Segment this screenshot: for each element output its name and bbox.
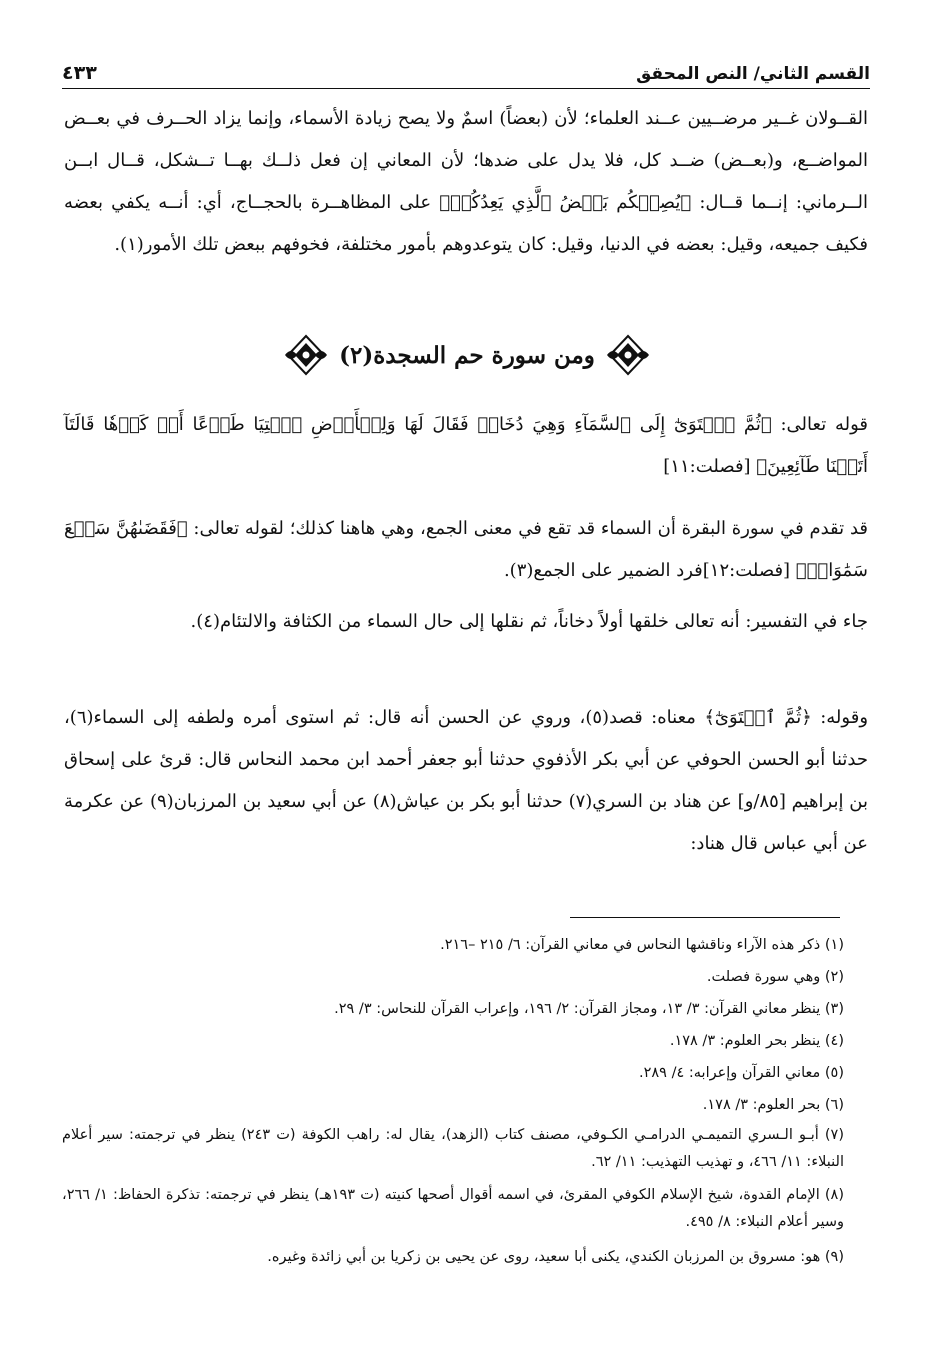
paragraph-text: قوله تعالى: ﴿ثُمَّ ٱسۡتَوَىٰٓ إِلَى ٱلسَّمَآءِ وَهِيَ دُخَانٞ فَقَالَ لَهَا وَلِلۡأَرۡضِ ٱئۡتِيَا طَوۡعًا أَوۡ كَرۡهٗا قَالَتَآ أَتَيۡنَا طَآئِعِينَ﴾ [فصلت:١١] xyxy=(64,414,868,477)
body-paragraph xyxy=(64,404,868,488)
section-title: ومن سورة حم السجدة(٢) xyxy=(339,341,595,369)
footnote: (٣) ينظر معاني القرآن: ٣/ ١٣، ومجاز القرآن: ٢/ ١٩٦، وإعراب القرآن للنحاس: ٣/ ٢٩. xyxy=(334,1001,844,1017)
ornament-right-icon xyxy=(605,333,651,377)
footnote-separator xyxy=(570,917,840,918)
body-paragraph xyxy=(64,697,868,865)
paragraph-text: وقوله: ﴿ثُمَّ ٱسۡتَوَىٰٓ﴾ معناه: قصد(٥)، وروي عن الحسن أنه قال: ثم استوى أمره ولطفه إلى السماء(٦)، حدثنا أبو الحسن الحوفي عن أبي بكر الأذفوي حدثنا أبو جعفر أحمد ابن محمد النحاس قال: قرئ على إسحاق بن إبراهيم [٨٥/و] عن هناد بن السري(٧) حدثنا أبو بكر بن عياش(٨) عن أبي سعيد بن المرزبان(٩) عن عكرمة عن أبي عباس قال هناد: xyxy=(64,707,869,854)
paragraph-text: قد تقدم في سورة البقرة أن السماء قد تقع في معنى الجمع، وهي هاهنا كذلك؛ لقوله تعالى: ﴿فَقَضَىٰهُنَّ سَبۡعَ سَمَٰوَاتٖ﴾ [فصلت:١٢]فرد الضمير على الجمع(٣). xyxy=(64,518,868,581)
running-header xyxy=(62,44,870,89)
footnote: (٤) ينظر بحر العلوم: ٣/ ١٧٨. xyxy=(669,1033,844,1049)
body-paragraph xyxy=(64,601,868,643)
footnote: (٩) هو: مسروق بن المرزبان الكندي، يكنى أبا سعيد، روى عن يحيى بن زكريا بن أبي زائدة وغيره. xyxy=(267,1249,844,1265)
footnote: (٦) بحر العلوم: ٣/ ١٧٨. xyxy=(702,1097,844,1113)
paragraph-text: جاء في التفسير: أنه تعالى خلقها أولاً دخاناً، ثم نقلها إلى حال السماء من الكثافة والالتئام(٤). xyxy=(190,611,868,632)
section-heading xyxy=(62,330,872,380)
body-paragraph xyxy=(64,98,868,266)
footnote: (١) ذكر هذه الآراء وناقشها النحاس في معاني القرآن: ٦/ ٢١٥ –٢١٦. xyxy=(440,937,844,953)
footnote: (٨) الإمام القدوة، شيخ الإسلام الكوفي المقرئ، في اسمه أقوال أصحها كنيته (ت ١٩٣هـ) ينظر في ترجمته: تذكرة الحفاظ: ١/ ٢٦٦، وسير أعلام النبلاء: ٨/ ٤٩٥. xyxy=(62,1187,844,1230)
footnote: (٧) أبـو الـسري التميمـي الدرامـي الكـوفي، مصنف كتاب (الزهد)، يقال له: راهب الكوفة (ت ٢٤٣) ينظر في ترجمته: سير أعلام النبلاء: ١١/ ٤٦٦، و تهذيب التهذيب: ١١/ ٦٢. xyxy=(62,1127,845,1170)
page-number: ٤٣٣ xyxy=(62,62,97,84)
footnote: (٥) معاني القرآن وإعرابه: ٤/ ٢٨٩. xyxy=(638,1065,844,1081)
ornament-left-icon xyxy=(283,333,329,377)
footnotes xyxy=(62,930,844,1274)
paragraph-text: القــولان غــير مرضــيين عــند العلماء؛ لأن (بعضاً) اسمٌ ولا يصح زيادة الأسماء، وإنما يزاد الحــرف في بعــض المواضــع، و(بعــض) ضــد كل، فلا يدل على ضدها؛ لأن المعاني إن فعل ذلــك بهــا تــشكل، قــال ابــن الــرماني: إنــما قــال: ﴿يُصِبۡكُم بَعۡضُ ٱلَّذِي يَعِدُكُمۡ﴾ على المظاهــرة بالحجــاج، أي: أنــه يكفي بعضه فكيف جميعه، وقيل: بعضه في الدنيا، وقيل: كان يتوعدوهم بأمور مختلفة، فخوفهم ببعض تلك الأمور(١). xyxy=(64,108,868,255)
running-title: القسم الثاني/ النص المحقق xyxy=(636,64,870,84)
body-paragraph xyxy=(64,508,868,592)
footnote: (٢) وهي سورة فصلت. xyxy=(706,969,844,985)
